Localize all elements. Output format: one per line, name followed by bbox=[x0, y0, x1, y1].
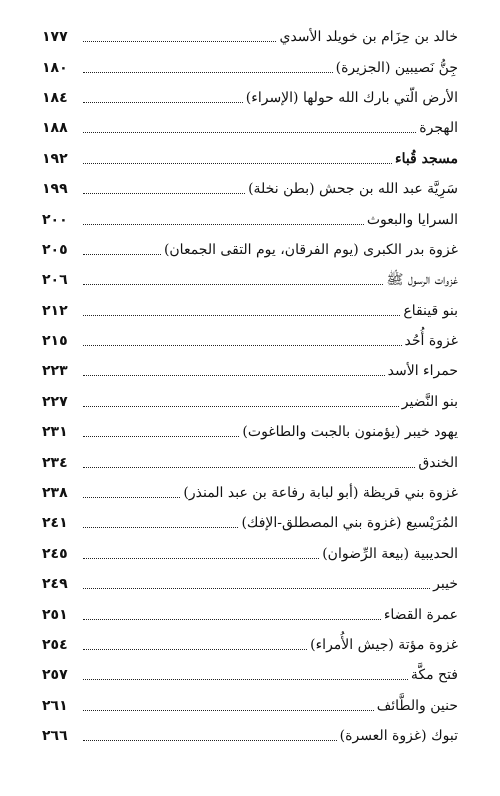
toc-entry-title: الهجرة bbox=[419, 120, 458, 137]
toc-entry bbox=[42, 235, 458, 265]
toc-entry bbox=[42, 174, 458, 204]
dot-leader bbox=[83, 526, 238, 528]
dot-leader bbox=[83, 253, 161, 255]
toc-entry bbox=[42, 265, 458, 295]
toc-entry bbox=[42, 113, 458, 143]
toc-entry-page-number: ٢٢٣ bbox=[42, 363, 68, 380]
dot-leader bbox=[83, 405, 399, 407]
toc-entry-page-number: ٢٤٩ bbox=[42, 576, 68, 593]
dot-leader bbox=[83, 557, 319, 559]
toc-entry-title: بنو النَّضير bbox=[401, 393, 458, 410]
toc-entry-title: غزوة بني قريظة (أبو لبابة رفاعة بن عبد المنذر) bbox=[183, 485, 458, 502]
toc-entry bbox=[42, 326, 458, 356]
toc-entry-title: خالد بن حِزَام بن خويلد الأسدي bbox=[279, 29, 458, 46]
toc-entry bbox=[42, 417, 458, 447]
toc-entry-page-number: ٢٢٧ bbox=[42, 393, 68, 410]
toc-entry bbox=[42, 22, 458, 52]
dot-leader bbox=[83, 678, 408, 680]
toc-entry bbox=[42, 630, 458, 660]
toc-entry-page-number: ٢٣٨ bbox=[42, 485, 68, 502]
toc-entry bbox=[42, 508, 458, 538]
toc-entry bbox=[42, 447, 458, 477]
toc-entry bbox=[42, 691, 458, 721]
toc-entry bbox=[42, 478, 458, 508]
toc-entry-title: تبوك (غزوة العسرة) bbox=[339, 728, 458, 745]
dot-leader bbox=[83, 466, 415, 468]
dot-leader bbox=[83, 283, 383, 285]
toc-entry bbox=[42, 569, 458, 599]
dot-leader bbox=[83, 223, 364, 225]
toc-entry-page-number: ٢١٥ bbox=[42, 333, 68, 350]
toc-entry bbox=[42, 83, 458, 113]
toc-entry-title: خيبر bbox=[433, 576, 458, 593]
toc-entry-page-number: ٢١٢ bbox=[42, 302, 68, 319]
toc-entry-title: غزوة بدر الكبرى (يوم الفرقان، يوم التقى الجمعان) bbox=[163, 241, 458, 258]
toc-entry bbox=[42, 144, 458, 174]
dot-leader bbox=[83, 496, 180, 498]
dot-leader bbox=[83, 435, 239, 437]
toc-entry-title: حمراء الأسد bbox=[387, 363, 458, 380]
toc-entry bbox=[42, 52, 458, 82]
toc-entry-page-number: ٢٦٦ bbox=[42, 728, 68, 745]
toc-entry-title: الخندق bbox=[418, 454, 458, 471]
toc-entry-page-number: ٢٥٧ bbox=[42, 667, 68, 684]
toc-entry-title: الحديبية (بيعة الرِّضوان) bbox=[322, 545, 458, 562]
toc-entry bbox=[42, 387, 458, 417]
dot-leader bbox=[83, 71, 333, 73]
toc-entry-page-number: ٢٥١ bbox=[42, 606, 68, 623]
dot-leader bbox=[83, 587, 430, 589]
toc-entry-title: سَرِيَّة عبد الله بن جحش (بطن نخلة) bbox=[248, 181, 458, 198]
dot-leader bbox=[83, 374, 385, 376]
toc-entry-page-number: ٢٤١ bbox=[42, 515, 68, 532]
dot-leader bbox=[83, 618, 381, 620]
toc-entry-page-number: ١٩٢ bbox=[42, 150, 68, 167]
toc-entry-page-number: ١٨٨ bbox=[42, 120, 68, 137]
toc-entry-title: عمرة القضاء bbox=[383, 606, 458, 623]
toc-entry bbox=[42, 356, 458, 386]
toc-entry-title: غزوة مؤتة (جيش الأُمراء) bbox=[310, 637, 458, 653]
toc-entry bbox=[42, 296, 458, 326]
toc-entry-title: بنو قينقاع bbox=[403, 302, 458, 319]
toc-entry-page-number: ١٩٩ bbox=[42, 181, 68, 198]
toc-entry-page-number: ٢٤٥ bbox=[42, 545, 68, 562]
toc-entry bbox=[42, 599, 458, 629]
dot-leader bbox=[83, 314, 400, 316]
toc-entry-title: غزوات الرسول ﷺ bbox=[386, 272, 458, 289]
table-of-contents bbox=[42, 22, 458, 751]
dot-leader bbox=[83, 192, 245, 194]
toc-entry-page-number: ٢٣٤ bbox=[42, 454, 68, 471]
toc-entry-title: فتح مكَّة bbox=[410, 667, 458, 684]
toc-entry-title: المُرَيْسيع (غزوة بني المصطلق-الإفك) bbox=[241, 515, 458, 532]
toc-entry-title: يهود خيبر (يؤمنون بالجبت والطاغوت) bbox=[242, 424, 458, 441]
toc-entry-page-number: ٢٠٠ bbox=[42, 211, 68, 228]
dot-leader bbox=[83, 131, 416, 133]
toc-entry-title: غزوة أُحُد bbox=[404, 333, 458, 350]
toc-entry-page-number: ١٨٠ bbox=[42, 59, 68, 76]
toc-entry bbox=[42, 721, 458, 751]
dot-leader bbox=[83, 709, 374, 711]
dot-leader bbox=[83, 648, 307, 650]
toc-entry-page-number: ٢٥٤ bbox=[42, 637, 68, 653]
toc-entry-title: مسجد قُباء bbox=[394, 150, 458, 167]
toc-entry-title: الأرض الّتي بارك الله حولها (الإسراء) bbox=[245, 89, 458, 106]
dot-leader bbox=[83, 344, 402, 346]
toc-entry-title: السرايا والبعوث bbox=[366, 211, 458, 228]
toc-entry-page-number: ١٨٤ bbox=[42, 89, 68, 106]
toc-entry bbox=[42, 539, 458, 569]
dot-leader bbox=[83, 162, 392, 164]
dot-leader bbox=[83, 101, 243, 103]
toc-entry-page-number: ٢٠٦ bbox=[42, 272, 68, 289]
toc-entry-page-number: ٢٦١ bbox=[42, 697, 68, 714]
toc-entry-page-number: ١٧٧ bbox=[42, 29, 68, 46]
dot-leader bbox=[83, 739, 337, 741]
toc-entry-title: جِنُّ نَصيبين (الجزيرة) bbox=[335, 59, 458, 76]
toc-entry bbox=[42, 204, 458, 234]
toc-entry-page-number: ٢٠٥ bbox=[42, 241, 68, 258]
toc-entry bbox=[42, 660, 458, 690]
toc-entry-title: حنين والطَّائف bbox=[376, 697, 458, 714]
dot-leader bbox=[83, 40, 276, 42]
toc-entry-page-number: ٢٣١ bbox=[42, 424, 68, 441]
